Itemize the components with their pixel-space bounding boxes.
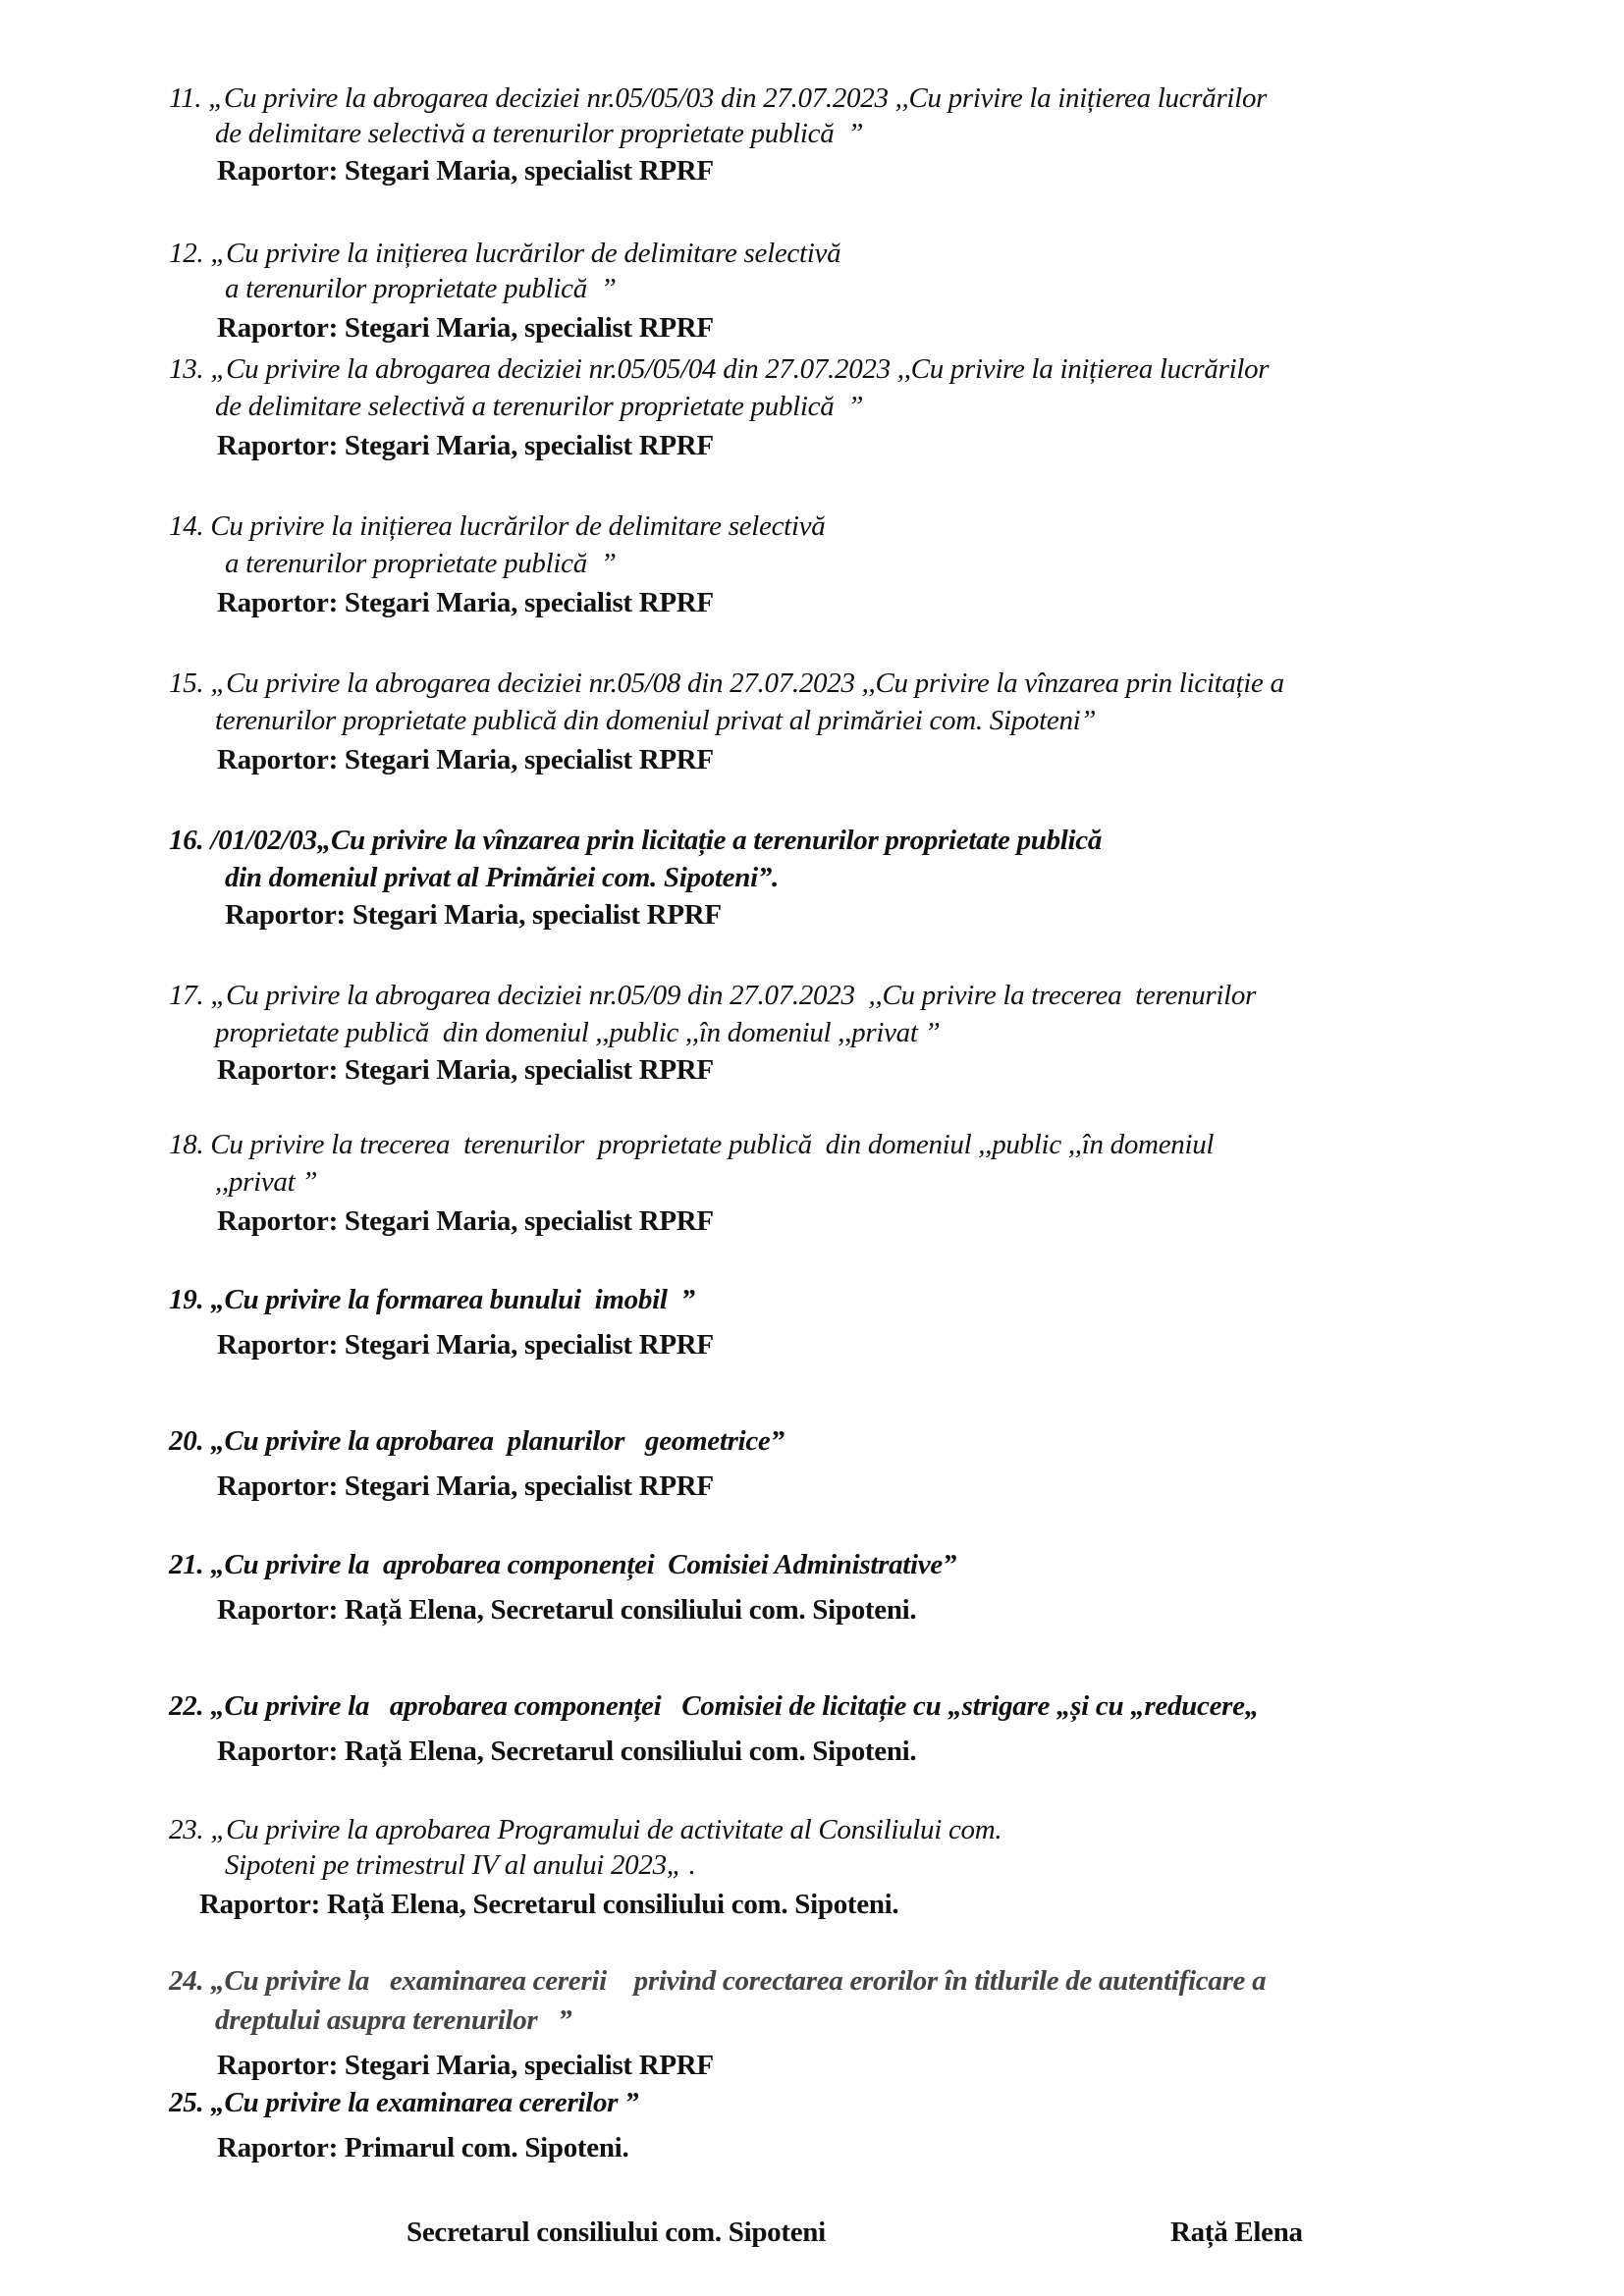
item-13-line-1: 13. „Cu privire la abrogarea deciziei nr.05/05/04 din 27.07.2023 ,,Cu privire la inițierea lucrărilor — [169, 353, 1270, 385]
item-23-reporter: Raportor: Rață Elena, Secretarul consiliului com. Sipoteni. — [199, 1889, 899, 1920]
item-18-reporter: Raportor: Stegari Maria, specialist RPRF — [217, 1205, 714, 1237]
item-24-line-2: dreptului asupra terenurilor ” — [215, 2004, 572, 2036]
item-17-line-1: 17. „Cu privire la abrogarea deciziei nr.05/09 din 27.07.2023 ,,Cu privire la trecerea terenurilor — [169, 980, 1257, 1011]
signature-name: Rață Elena — [1170, 2216, 1303, 2248]
item-13-reporter: Raportor: Stegari Maria, specialist RPRF — [217, 430, 714, 461]
item-18-line-2: ,,privat ” — [215, 1166, 318, 1198]
item-19-reporter: Raportor: Stegari Maria, specialist RPRF — [217, 1329, 714, 1361]
item-11-reporter: Raportor: Stegari Maria, specialist RPRF — [217, 155, 714, 187]
item-18-line-1: 18. Cu privire la trecerea terenurilor proprietate publică din domeniul ,,public ,,în domeniul — [169, 1129, 1215, 1160]
item-17-line-2: proprietate publică din domeniul ,,public ,,în domeniul ,,privat ” — [215, 1017, 941, 1048]
item-14-reporter: Raportor: Stegari Maria, specialist RPRF — [217, 587, 714, 618]
item-15-reporter: Raportor: Stegari Maria, specialist RPRF — [217, 744, 714, 775]
item-15-line-2: terenurilor proprietate publică din domeniul privat al primăriei com. Sipoteni” — [215, 705, 1097, 736]
item-22-reporter: Raportor: Rață Elena, Secretarul consiliului com. Sipoteni. — [217, 1735, 917, 1767]
item-23-line-2: Sipoteni pe trimestrul IV al anului 2023„ . — [218, 1849, 696, 1881]
item-16-line-2: din domeniul privat al Primăriei com. Sipoteni”. — [218, 862, 779, 893]
item-15-line-1: 15. „Cu privire la abrogarea deciziei nr.05/08 din 27.07.2023 ,,Cu privire la vînzarea prin licitație a — [169, 667, 1284, 699]
item-22-line-1: 22. „Cu privire la aprobarea componenței Comisiei de licitație cu „strigare „și cu „reducere„ — [169, 1690, 1259, 1722]
item-17-reporter: Raportor: Stegari Maria, specialist RPRF — [217, 1054, 714, 1086]
item-11-line-2: de delimitare selectivă a terenurilor proprietate publică ” — [215, 118, 864, 149]
item-20-reporter: Raportor: Stegari Maria, specialist RPRF — [217, 1470, 714, 1502]
item-12-line-1: 12. „Cu privire la inițierea lucrărilor de delimitare selectivă — [169, 238, 841, 269]
item-16-reporter: Raportor: Stegari Maria, specialist RPRF — [218, 899, 722, 931]
item-14-line-2: a terenurilor proprietate publică ” — [218, 548, 617, 579]
item-12-reporter: Raportor: Stegari Maria, specialist RPRF — [217, 312, 714, 344]
item-12-line-2: a terenurilor proprietate publică ” — [218, 273, 617, 304]
item-23-line-1: 23. „Cu privire la aprobarea Programului de activitate al Consiliului com. — [169, 1814, 1002, 1845]
item-14-line-1: 14. Cu privire la inițierea lucrărilor de delimitare selectivă — [169, 510, 826, 542]
item-24-reporter: Raportor: Stegari Maria, specialist RPRF — [217, 2050, 714, 2081]
item-24-line-1: 24. „Cu privire la examinarea cererii privind corectarea erorilor în titlurile de autentificare a — [169, 1965, 1267, 1997]
item-25-reporter: Raportor: Primarul com. Sipoteni. — [217, 2132, 629, 2163]
item-25-line-1: 25. „Cu privire la examinarea cererilor ” — [169, 2087, 639, 2118]
item-21-reporter: Raportor: Rață Elena, Secretarul consiliului com. Sipoteni. — [217, 1594, 917, 1626]
signature-role: Secretarul consiliului com. Sipoteni — [406, 2216, 826, 2248]
item-19-line-1: 19. „Cu privire la formarea bunului imobil ” — [169, 1284, 695, 1315]
item-16-line-1: 16. /01/02/03„Cu privire la vînzarea prin licitație a terenurilor proprietate publică — [169, 825, 1103, 856]
item-11-line-1: 11. „Cu privire la abrogarea deciziei nr.05/05/03 din 27.07.2023 ,,Cu privire la inițierea lucrărilor — [169, 82, 1268, 114]
item-13-line-2: de delimitare selectivă a terenurilor proprietate publică ” — [215, 391, 864, 422]
item-21-line-1: 21. „Cu privire la aprobarea componenței Comisiei Administrative” — [169, 1549, 957, 1580]
item-20-line-1: 20. „Cu privire la aprobarea planurilor geometrice” — [169, 1425, 785, 1457]
